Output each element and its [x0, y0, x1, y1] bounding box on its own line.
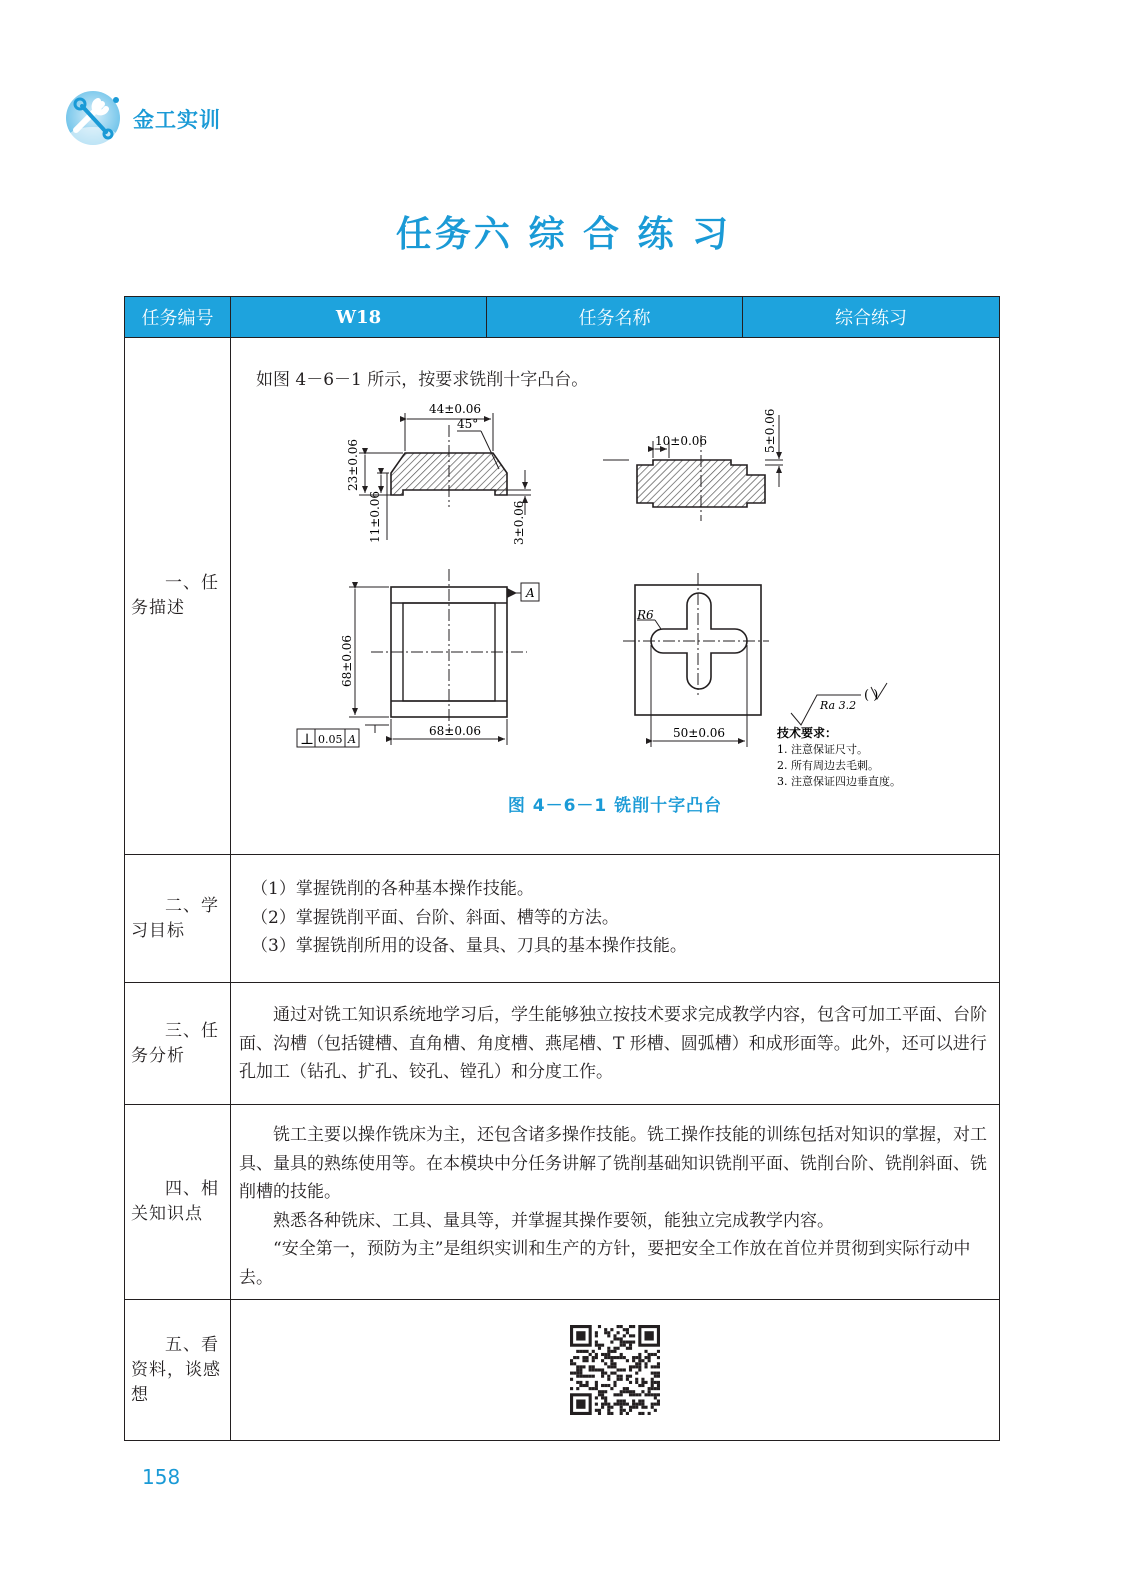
dim-step-10: 10±0.06: [655, 433, 708, 448]
task-table: [124, 296, 1000, 1441]
table-row: [125, 855, 1000, 983]
header-task-name-label: 任务名称: [487, 297, 743, 338]
objective-item: （2）掌握铣削平面、台阶、斜面、槽等的方法。: [251, 907, 619, 928]
page-title: 任务六 综 合 练 习: [395, 213, 732, 255]
knowledge-paragraph: “安全第一，预防为主”是组织实训和生产的方针，要把安全工作放在首位并贯彻到实际行动中去。: [239, 1239, 971, 1288]
page-number: 158: [142, 1465, 181, 1489]
tech-req-title: 技术要求：: [777, 725, 838, 740]
knowledge-cell: [231, 1105, 1000, 1300]
header-task-number: 任务编号: [125, 297, 231, 338]
tech-req-item-2: 2. 所有周边去毛刺。: [777, 758, 879, 772]
dim-angle: 45°: [457, 416, 479, 431]
table-header-row: [125, 297, 1000, 338]
figure-caption: 图 4－6－1 铣削十字凸台: [507, 795, 723, 816]
qr-code-icon[interactable]: [570, 1325, 660, 1415]
dim-step-5: 5±0.06: [763, 408, 777, 453]
dim-side-68: 68±0.06: [340, 634, 354, 687]
row-label-knowledge: 四、相关知识点: [125, 1105, 231, 1300]
dim-height-11: 11±0.06: [368, 490, 382, 543]
book-title: 金工实训: [133, 108, 221, 132]
materials-cell: [231, 1300, 1000, 1441]
objectives-cell: [231, 855, 1000, 983]
knowledge-paragraph: 熟悉各种铣床、工具、量具等，并掌握其操作要领，能独立完成教学内容。: [273, 1210, 834, 1231]
perpendicularity-symbol-icon: ⊥: [300, 729, 315, 748]
perp-datum: A: [348, 732, 356, 746]
header-task-code: W18: [231, 297, 487, 338]
dim-height-23: 23±0.06: [346, 438, 360, 491]
roughness-value: Ra 3.2: [820, 698, 857, 712]
perp-tolerance: 0.05: [318, 732, 343, 746]
radius-label: R6: [637, 607, 654, 622]
table-row: [125, 983, 1000, 1105]
dim-bottom-68: 68±0.06: [429, 723, 482, 738]
row-label-description: 一、任务描述: [125, 338, 231, 855]
row-label-materials: 五、看资料，谈感想: [125, 1300, 231, 1441]
dim-step-3: 3±0.06: [512, 500, 526, 545]
tech-req-item-3: 3. 注意保证四边垂直度。: [777, 774, 901, 788]
header-task-name: 综合练习: [743, 297, 1000, 338]
datum-label: A: [526, 585, 535, 600]
wrench-logo-icon: [62, 88, 128, 148]
dim-top-width: 44±0.06: [429, 401, 482, 416]
table-row: [125, 338, 1000, 855]
description-cell: [231, 338, 1000, 855]
roughness-paren-icon: ( ): [864, 687, 879, 703]
description-text: 如图 4－6－1 所示，按要求铣削十字凸台。: [256, 370, 589, 390]
objective-item: （3）掌握铣削所用的设备、量具、刀具的基本操作技能。: [251, 936, 687, 956]
row-label-analysis: 三、任务分析: [125, 983, 231, 1105]
table-row: [125, 1105, 1000, 1300]
row-label-objectives: 二、学习目标: [125, 855, 231, 983]
analysis-cell: [231, 983, 1000, 1105]
tech-req-item-1: 1. 注意保证尺寸。: [777, 742, 868, 756]
table-row: [125, 1300, 1000, 1441]
dim-width-50: 50±0.06: [673, 725, 726, 740]
objective-item: （1）掌握铣削的各种基本操作技能。: [251, 879, 534, 899]
knowledge-paragraph: 铣工主要以操作铣床为主，还包含诸多操作技能。铣工操作技能的训练包括对知识的掌握，对工具、量具的熟练使用等。在本模块中分任务讲解了铣削基础知识铣削平面、铣削台阶、铣削斜面、铣削槽的技能。: [239, 1125, 987, 1202]
part-drawing: [231, 395, 997, 790]
analysis-text: 通过对铣工知识系统地学习后，学生能够独立按技术要求完成教学内容，包含可加工平面、台阶面、沟槽（包括键槽、直角槽、角度槽、燕尾槽、T 形槽、圆弧槽）和成形面等。此外，还可以进行孔加工（钻孔、扩孔、铰孔、镗孔）和分度工作。: [239, 1005, 987, 1082]
